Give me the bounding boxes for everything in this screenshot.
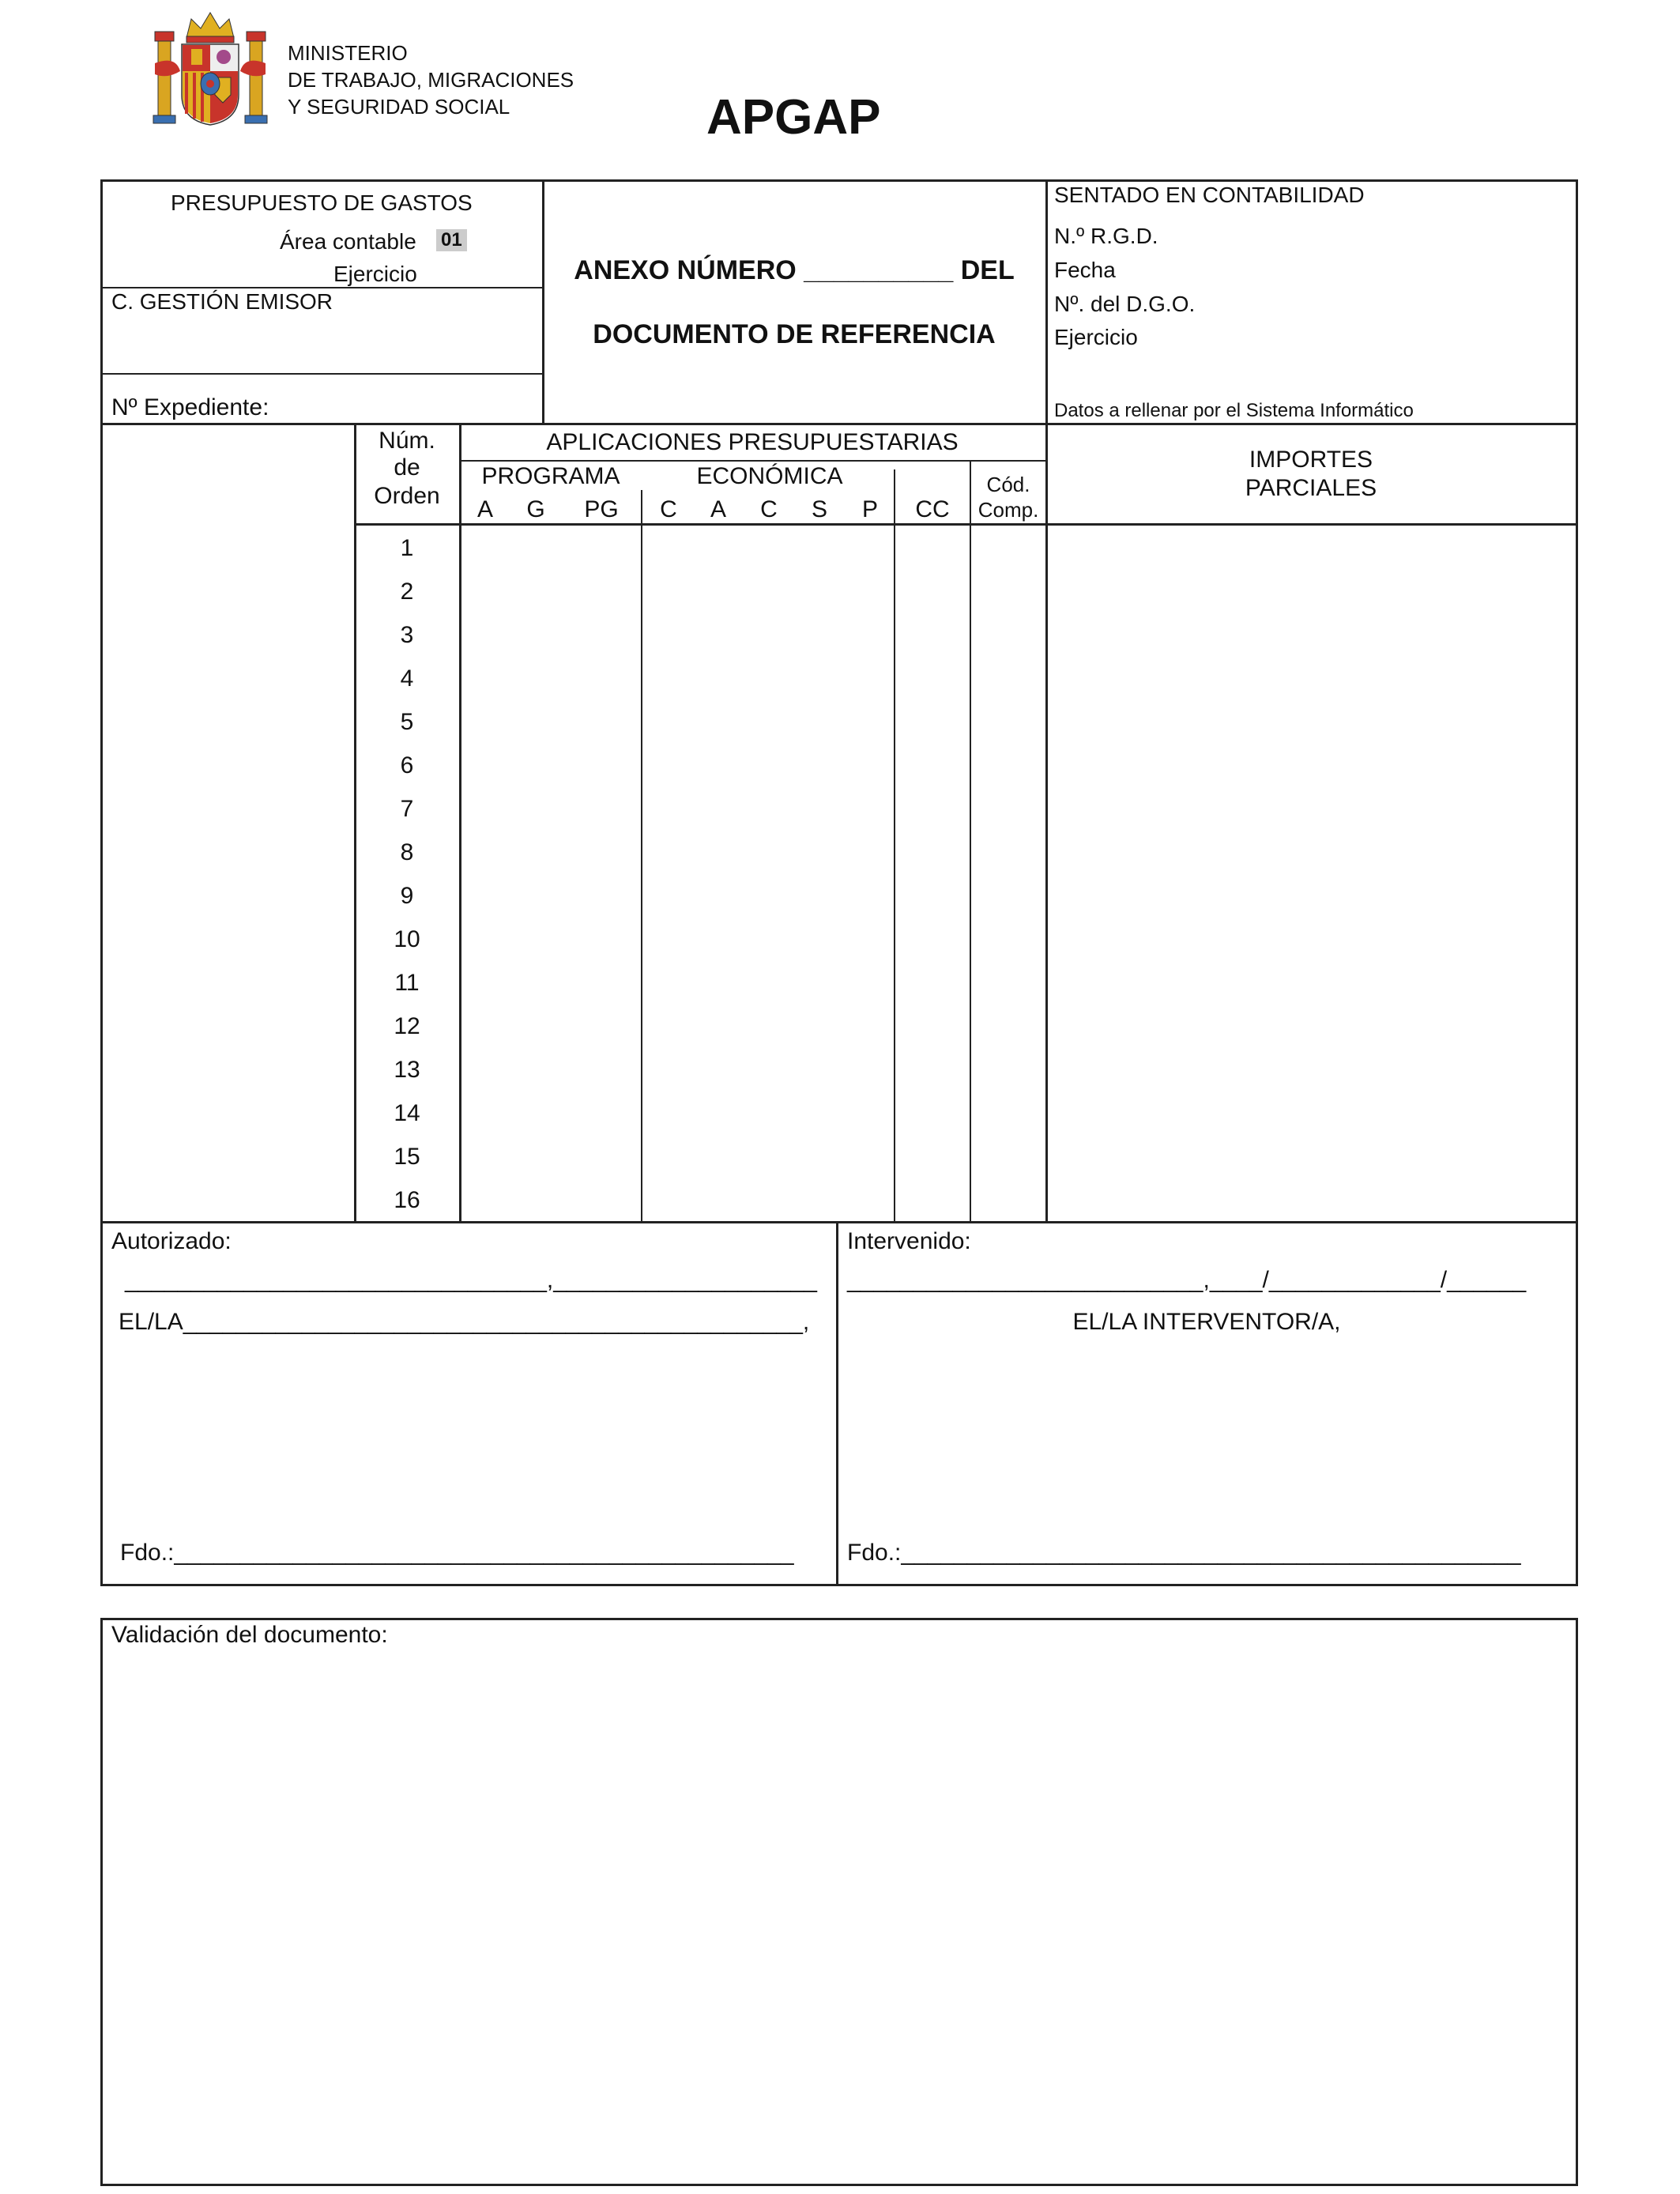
col-a2-header: A (710, 496, 727, 522)
area-contable-value: 01 (436, 229, 467, 251)
aplicaciones-header: APLICACIONES PRESUPUESTARIAS (546, 429, 959, 455)
orden-header-line2: de (394, 454, 420, 481)
autorizado-label: Autorizado: (111, 1228, 232, 1254)
row-number: 2 (400, 579, 414, 605)
row-number: 11 (394, 970, 420, 996)
row-number: 1 (400, 535, 414, 561)
validacion-label: Validación del documento: (111, 1622, 388, 1648)
row-number: 14 (394, 1100, 420, 1126)
orden-header-line1: Núm. (379, 428, 435, 454)
row-number: 5 (400, 709, 414, 735)
dgo-label: Nº. del D.G.O. (1054, 292, 1196, 316)
importes-header-line2: PARCIALES (1245, 475, 1377, 501)
col-c1-header: C (660, 496, 677, 522)
col-g-header: G (526, 496, 545, 522)
row-number: 13 (394, 1057, 420, 1083)
row-number: 15 (394, 1144, 420, 1170)
col-a-header: A (477, 496, 494, 522)
importes-header-line1: IMPORTES (1249, 447, 1373, 473)
fecha-label: Fecha (1054, 258, 1116, 282)
ejercicio-label: Ejercicio (333, 262, 417, 286)
form-code-title: APGAP (706, 90, 881, 145)
presupuesto-title: PRESUPUESTO DE GASTOS (171, 190, 473, 215)
row-number: 3 (400, 622, 414, 648)
main-form (100, 179, 1578, 1586)
col-s-header: S (811, 496, 828, 522)
row-number: 8 (400, 839, 414, 865)
row-number: 7 (400, 796, 414, 822)
documento-referencia: DOCUMENTO DE REFERENCIA (593, 319, 996, 349)
gestion-emisor-label: C. GESTIÓN EMISOR (111, 289, 333, 314)
ministry-name-line1: MINISTERIO (288, 41, 408, 65)
col-c2-header: C (760, 496, 778, 522)
col-pg-header: PG (584, 496, 619, 522)
row-number: 10 (394, 926, 420, 952)
autorizado-fdo-line[interactable]: Fdo.:_______________________________________________ (120, 1540, 794, 1566)
economica-header: ECONÓMICA (696, 463, 843, 489)
anexo-numero: ANEXO NÚMERO __________ DEL (574, 255, 1015, 285)
validacion-box[interactable] (100, 1618, 1578, 2186)
intervenido-fdo-line[interactable]: Fdo.:_______________________________________________ (847, 1540, 1521, 1566)
interventor-label: EL/LA INTERVENTOR/A, (1072, 1309, 1341, 1335)
row-number: 6 (400, 752, 414, 778)
autorizado-ella-line[interactable]: EL/LA_______________________________________________, (119, 1309, 810, 1335)
row-number: 9 (400, 883, 414, 909)
intervenido-place-date-line[interactable]: ___________________________,____/_____________/______ (847, 1267, 1527, 1293)
cod-comp-header-line1: Cód. (986, 473, 1030, 496)
row-number: 12 (394, 1013, 420, 1039)
rgd-label: N.º R.G.D. (1054, 224, 1158, 248)
ministry-name-line3: Y SEGURIDAD SOCIAL (288, 95, 510, 119)
autorizado-place-date-line[interactable]: ________________________________,____________________ (125, 1267, 817, 1293)
area-contable-label: Área contable (280, 229, 416, 254)
col-cc-header: CC (915, 496, 950, 522)
col-p-header: P (861, 496, 879, 522)
row-number: 16 (394, 1187, 420, 1213)
sistema-note: Datos a rellenar por el Sistema Informático (1054, 400, 1414, 421)
contabilidad-ejercicio-label: Ejercicio (1054, 325, 1138, 349)
ministry-name-line2: DE TRABAJO, MIGRACIONES (288, 68, 574, 92)
expediente-label: Nº Expediente: (111, 394, 269, 420)
intervenido-label: Intervenido: (847, 1228, 971, 1254)
cod-comp-header-line2: Comp. (977, 498, 1039, 522)
programa-header: PROGRAMA (481, 463, 620, 489)
spain-coat-of-arms-icon (152, 8, 269, 128)
contabilidad-title: SENTADO EN CONTABILIDAD (1054, 183, 1365, 207)
row-number: 4 (400, 665, 414, 692)
orden-header-line3: Orden (374, 483, 440, 509)
